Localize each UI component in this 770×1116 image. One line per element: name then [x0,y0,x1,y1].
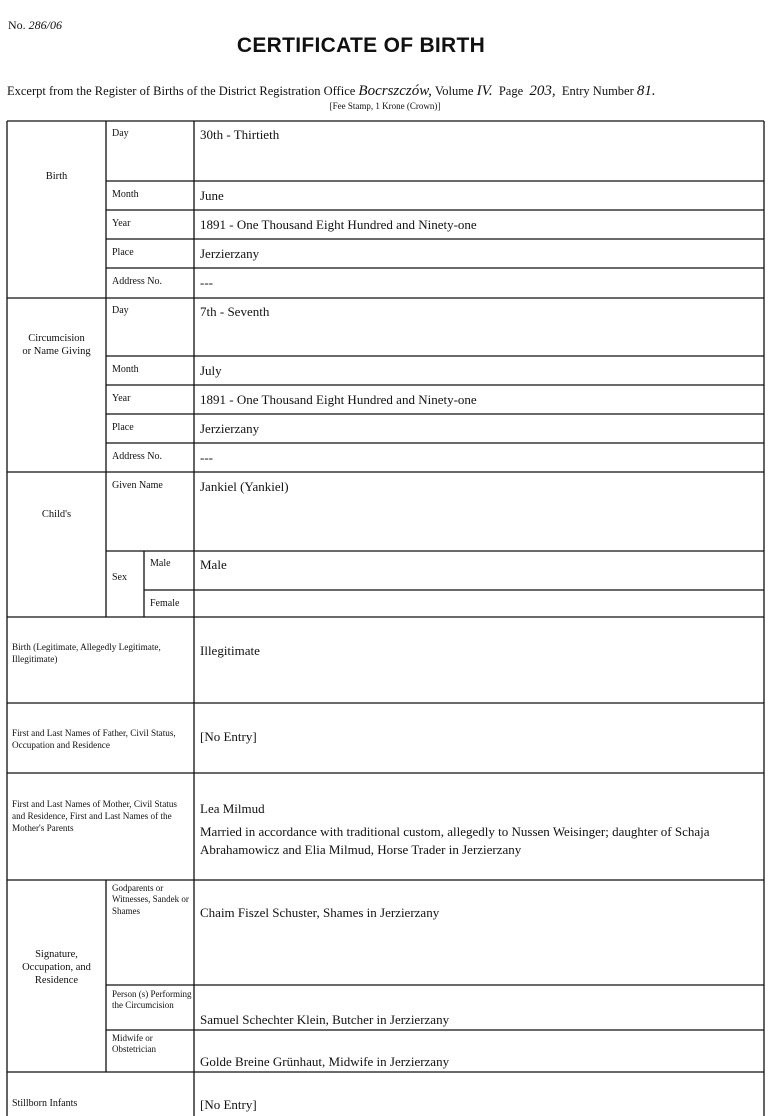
mother-details-value: Married in accordance with traditional custom, allegedly to Nussen Weisinger; daughter of Schaja Abrahamowicz and Elia Milmud, Horse Trader in Jerzierzany [200,824,710,857]
birth-day-label: Day [112,128,129,139]
father-value: [No Entry] [200,729,257,744]
mother-name-value: Lea Milmud [200,801,265,816]
child-female-label: Female [150,598,180,609]
birth-day-value: 30th - Thirtieth [200,127,280,142]
volume-number: IV. [476,83,493,99]
birth-place-value: Jerzierzany [200,246,260,261]
entry-label: Entry Number [561,84,634,98]
document-number: No. 286/06 [8,18,63,32]
birth-month-value: June [200,188,224,203]
birth-year-value: 1891 - One Thousand Eight Hundred and Ninety-one [200,217,477,232]
signature-section-line-3: Residence [34,975,79,987]
signature-section-line-2: Occupation, and [22,962,91,974]
fee-stamp-note: [Fee Stamp, 1 Krone (Crown)] [329,101,441,111]
birth-month-label: Month [112,189,139,200]
child-given-name-value: Jankiel (Yankiel) [200,479,289,494]
birth-year-label: Year [112,218,131,229]
birth-place-label: Place [112,247,134,258]
circumcision-month-value: July [200,363,222,378]
child-sex-label: Sex [112,572,127,583]
birth-section-label: Birth [45,171,68,182]
midwife-label: Midwife or Obstetrician [112,1033,156,1055]
birth-address-label: Address No. [112,276,162,287]
circumcision-day-label: Day [112,305,129,316]
circumcision-section-line-2: or Name Giving [22,346,91,358]
child-given-name-label: Given Name [112,480,163,491]
circumcision-place-label: Place [112,422,134,433]
circumcision-address-value: --- [200,450,213,465]
entry-number: 81. [636,83,656,99]
circumciser-value: Samuel Schechter Klein, Butcher in Jerzierzany [200,1012,450,1027]
child-male-value: Male [200,557,227,572]
stillborn-label: Stillborn Infants [12,1098,78,1109]
circumciser-label: Person (s) Performing the Circumcision [112,989,192,1011]
volume-label: Volume [434,84,474,98]
godparents-value: Chaim Fiszel Schuster, Shames in Jerzierzany [200,905,440,920]
registration-office: Bocrszczów, [358,83,432,99]
godparents-label: Godparents or Witnesses, Sandek or Shames [112,883,189,916]
child-section-label: Child's [41,509,72,520]
midwife-value: Golde Breine Grünhaut, Midwife in Jerzierzany [200,1054,450,1069]
certificate-title: CERTIFICATE OF BIRTH [236,34,486,57]
mother-label: First and Last Names of Mother, Civil Status and Residence, First and Last Names of the Mother's Parents [12,799,177,833]
excerpt-text: Excerpt from the Register of Births of the District Registration Office [7,84,356,98]
circumcision-section-line-1: Circumcision [28,333,85,344]
circumcision-address-label: Address No. [112,451,162,462]
circumcision-year-value: 1891 - One Thousand Eight Hundred and Ninety-one [200,392,477,407]
legitimacy-value: Illegitimate [200,643,260,658]
circumcision-place-value: Jerzierzany [200,421,260,436]
circumcision-section-label [7,332,106,358]
birth-address-value: --- [200,275,213,290]
signature-section-label [7,948,106,987]
stillborn-value: [No Entry] [200,1097,257,1112]
circumcision-day-value: 7th - Seventh [200,304,270,319]
circumcision-year-label: Year [112,393,131,404]
child-male-label: Male [150,558,171,569]
circumcision-month-label: Month [112,364,139,375]
legitimacy-label: Birth (Legitimate, Allegedly Legitimate, Illegitimate) [12,642,161,664]
page-number: 203, [529,83,556,99]
signature-section-line-1: Signature, [35,949,78,960]
father-label: First and Last Names of Father, Civil Status, Occupation and Residence [12,728,176,750]
page-label: Page [498,84,524,98]
